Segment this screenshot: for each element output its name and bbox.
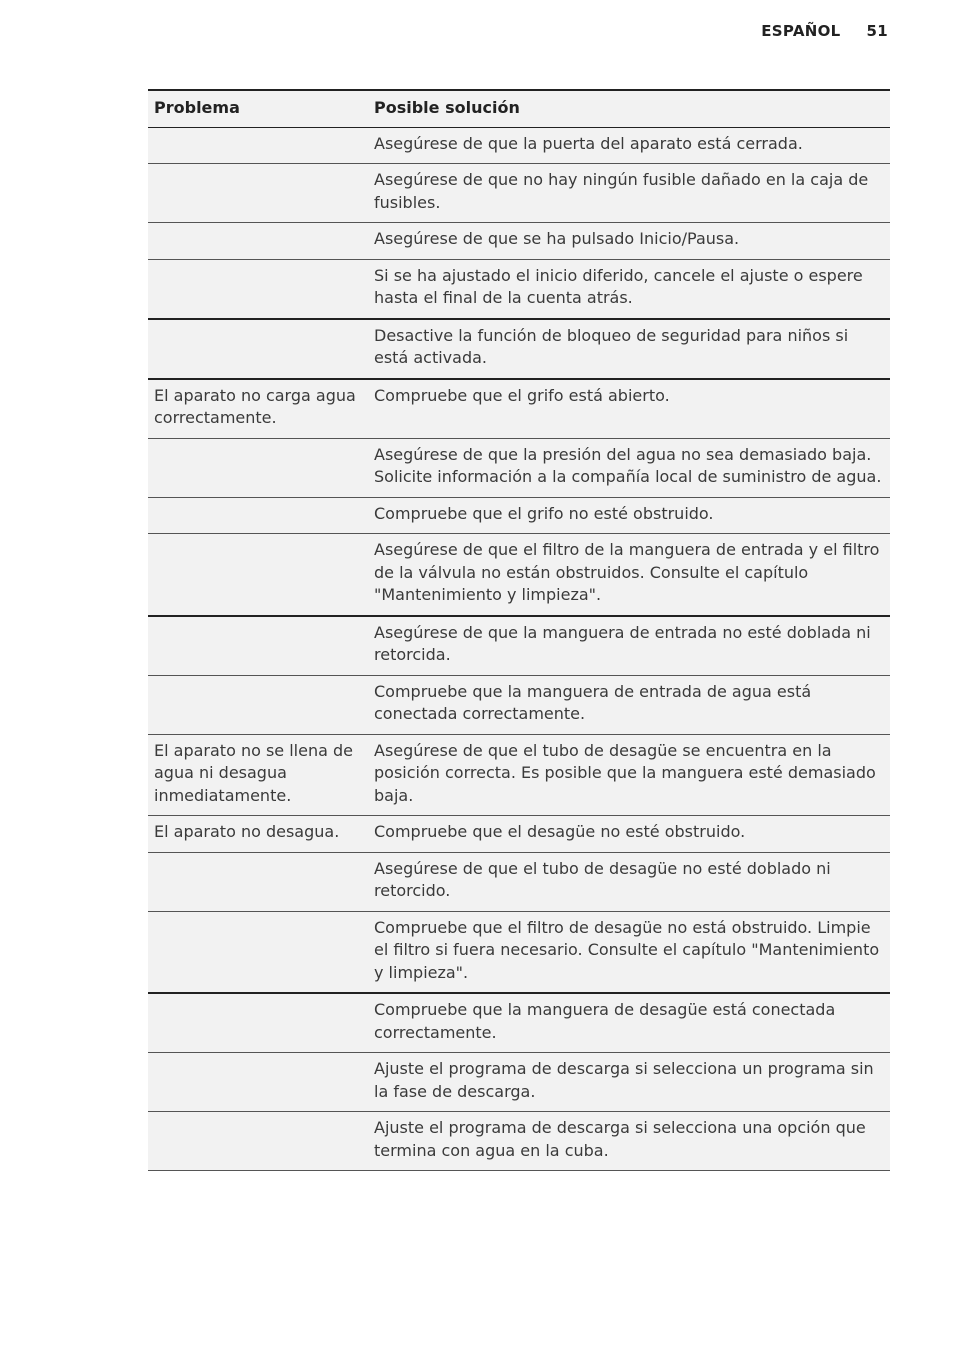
table-row (148, 259, 890, 319)
problem-cell: El aparato no carga agua correctamente. (154, 385, 356, 427)
solution-cell: Asegúrese de que el filtro de la manguera de entrada y el filtro de la válvula no están obstruidos. Consulte el capítulo "Mantenimiento y limpieza". (374, 540, 880, 604)
solution-cell: Compruebe que la manguera de entrada de agua está conectada correctamente. (374, 681, 812, 723)
page-header (761, 22, 888, 40)
table-row (148, 1053, 890, 1112)
table-row (148, 852, 890, 911)
problem-cell (148, 1112, 368, 1171)
table-header-row (148, 90, 890, 127)
column-header-solution: Posible solución (374, 98, 520, 117)
problem-cell (148, 616, 368, 676)
table-row (148, 816, 890, 853)
solution-cell: Asegúrese de que la manguera de entrada no esté doblada ni retorcida. (374, 622, 871, 664)
table-row (148, 319, 890, 379)
problem-cell (148, 164, 368, 223)
solution-cell: Compruebe que el grifo está abierto. (374, 385, 670, 405)
table-row (148, 675, 890, 734)
problem-cell (148, 1053, 368, 1112)
problem-cell (148, 319, 368, 379)
page-number: 51 (866, 22, 888, 40)
solution-cell: Compruebe que el desagüe no esté obstruido. (374, 822, 746, 841)
column-header-problem: Problema (154, 98, 240, 117)
problem-cell (148, 497, 368, 534)
section-language: ESPAÑOL (761, 22, 841, 40)
solution-cell: Asegúrese de que se ha pulsado Inicio/Pausa. (374, 229, 740, 248)
solution-cell: Asegúrese de que el tubo de desagüe se encuentra en la posición correcta. Es posible que la manguera esté demasiado baja. (374, 740, 876, 805)
solution-cell: Asegúrese de que el tubo de desagüe no esté doblado ni retorcido. (374, 858, 831, 900)
problem-cell (148, 223, 368, 260)
table-row (148, 223, 890, 260)
problem-cell: El aparato no se llena de agua ni desagua inmediatamente. (154, 740, 353, 805)
problem-cell (148, 438, 368, 497)
table-row (148, 1112, 890, 1171)
problem-cell (148, 259, 368, 319)
table-row (148, 993, 890, 1053)
problem-cell: El aparato no desagua. (154, 822, 340, 841)
solution-cell: Compruebe que la manguera de desagüe está conectada correctamente. (374, 1000, 836, 1042)
table-row (148, 734, 890, 816)
problem-cell (148, 993, 368, 1053)
table-row (148, 438, 890, 497)
table-row (148, 534, 890, 616)
problem-cell (148, 675, 368, 734)
solution-cell: Compruebe que el grifo no esté obstruido. (374, 503, 714, 523)
problem-cell (148, 127, 368, 164)
problem-cell (148, 534, 368, 616)
table-row (148, 616, 890, 676)
table-row (148, 127, 890, 164)
solution-cell: Si se ha ajustado el inicio diferido, cancele el ajuste o espere hasta el final de la cuenta atrás. (374, 265, 863, 307)
problem-cell (148, 911, 368, 993)
troubleshooting-table (148, 89, 890, 1171)
solution-cell: Compruebe que el filtro de desagüe no está obstruido. Limpie el filtro si fuera necesario. Consulte el capítulo "Mantenimiento y limpieza". (374, 917, 880, 982)
solution-cell: Ajuste el programa de descarga si selecciona un programa sin la fase de descarga. (374, 1059, 874, 1101)
solution-cell: Ajuste el programa de descarga si selecciona una opción que termina con agua en la cuba. (374, 1118, 866, 1160)
solution-cell: Asegúrese de que la puerta del aparato está cerrada. (374, 133, 803, 153)
solution-cell: Desactive la función de bloqueo de seguridad para niños si está activada. (374, 325, 849, 367)
table-row (148, 164, 890, 223)
table-row (148, 911, 890, 993)
problem-cell (148, 852, 368, 911)
solution-cell: Asegúrese de que no hay ningún fusible dañado en la caja de fusibles. (374, 170, 869, 212)
table-row (148, 497, 890, 534)
solution-cell: Asegúrese de que la presión del agua no sea demasiado baja. Solicite información a la compañía local de suministro de agua. (374, 444, 882, 486)
table-row (148, 379, 890, 439)
